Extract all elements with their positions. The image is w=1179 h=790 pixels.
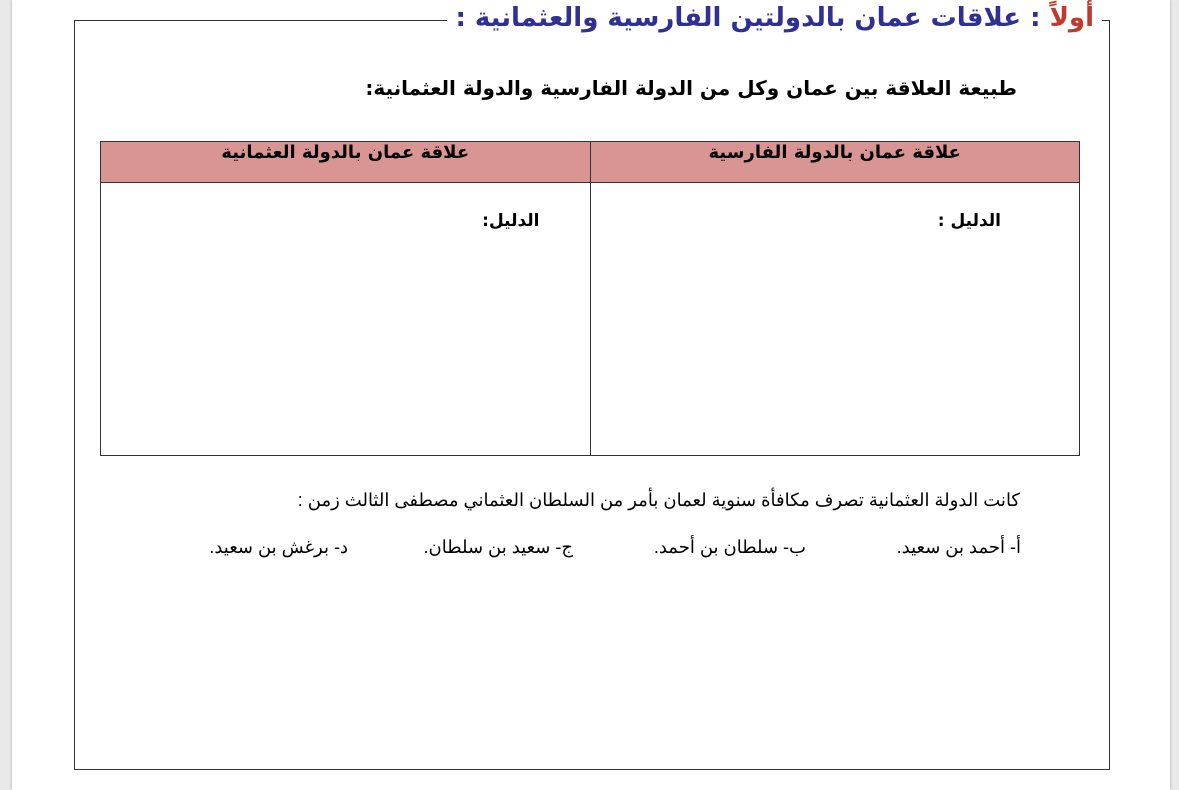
evidence-label-persian: الدليل :	[937, 211, 1001, 231]
cell-ottoman-relations[interactable]	[101, 183, 591, 456]
table-row	[101, 183, 1080, 456]
table-header-row	[101, 142, 1080, 183]
choice-d[interactable]: د- برغش بن سعيد.	[209, 537, 348, 557]
subheading: طبيعة العلاقة بين عمان وكل من الدولة الفارسية والدولة العثمانية:	[365, 76, 1017, 100]
evidence-label-ottoman: الدليل:	[482, 211, 540, 231]
header-persian-relations: علاقة عمان بالدولة الفارسية	[590, 142, 1080, 183]
section-title	[447, 0, 1102, 36]
section-title-text: : علاقات عمان بالدولتين الفارسية والعثمانية :	[455, 3, 1041, 33]
choice-c[interactable]: ج- سعيد بن سلطان.	[423, 537, 573, 557]
cell-persian-relations[interactable]	[590, 183, 1080, 456]
section-number: أولاً	[1049, 3, 1094, 33]
question-text: كانت الدولة العثمانية تصرف مكافأة سنوية لعمان بأمر من السلطان العثماني مصطفى الثالث زمن :	[297, 490, 1020, 510]
header-ottoman-relations: علاقة عمان بالدولة العثمانية	[101, 142, 591, 183]
choice-a[interactable]: أ- أحمد بن سعيد.	[896, 537, 1021, 557]
relations-table	[100, 141, 1080, 456]
choice-b[interactable]: ب- سلطان بن أحمد.	[653, 537, 806, 557]
document-page	[12, 0, 1170, 790]
